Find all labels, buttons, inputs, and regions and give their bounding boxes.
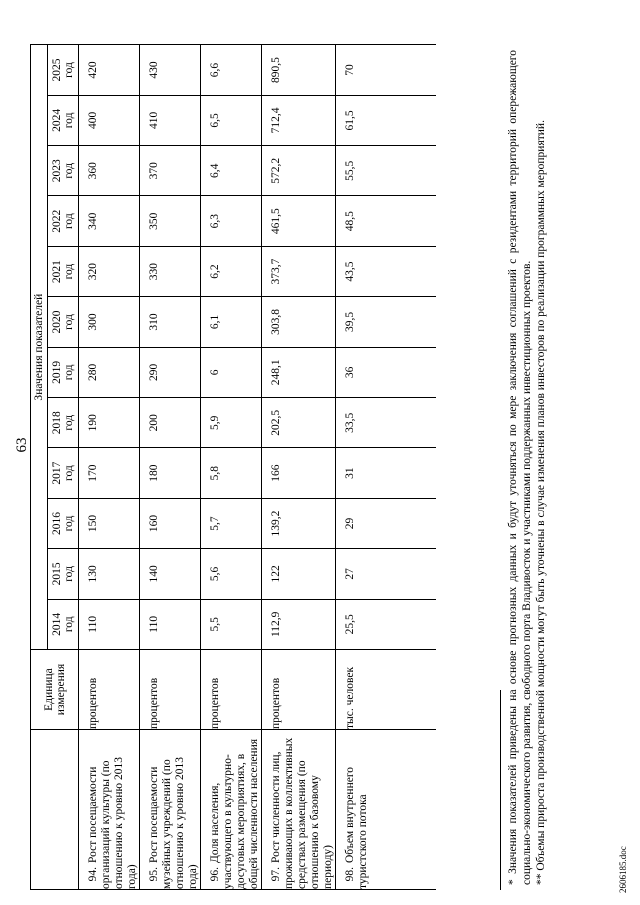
- year-suffix: год: [63, 414, 75, 431]
- value-cell: 31: [336, 448, 437, 498]
- value-cell: 5,5: [201, 599, 262, 649]
- year-header: [48, 45, 79, 95]
- value-cell: 170: [79, 448, 140, 498]
- value-cell: 55,5: [336, 146, 437, 196]
- unit-cell: процентов: [201, 650, 262, 730]
- year-suffix: год: [63, 112, 75, 129]
- value-cell: 200: [140, 398, 201, 448]
- year-suffix: год: [63, 62, 75, 78]
- value-cell: 180: [140, 448, 201, 498]
- footnote-rule: [500, 690, 501, 890]
- indicator-label: Объем внутреннего туристского потока: [344, 766, 369, 889]
- header-label-cell: [31, 730, 79, 890]
- indicator-label: Рост посещаемости музейных учреждений (по отношению к уровню 2013 года): [148, 756, 199, 889]
- row-number: 98.: [344, 867, 356, 882]
- value-cell: 39,5: [336, 297, 437, 347]
- row-number: 94.: [87, 867, 99, 882]
- value-cell: 340: [79, 196, 140, 246]
- value-cell: 370: [140, 146, 201, 196]
- value-cell: 350: [140, 196, 201, 246]
- year-number: 2016: [51, 512, 63, 536]
- value-cell: 166: [262, 448, 336, 498]
- year-suffix: год: [63, 162, 75, 179]
- year-suffix: год: [63, 566, 75, 582]
- value-cell: 190: [79, 398, 140, 448]
- value-cell: 27: [336, 549, 437, 599]
- value-cell: 5,8: [201, 448, 262, 498]
- table-row: [262, 45, 336, 890]
- document-code: 2606185.doc: [618, 846, 628, 893]
- indicator-cell: [201, 730, 262, 890]
- value-cell: 410: [140, 95, 201, 145]
- year-suffix: год: [63, 616, 75, 633]
- table-body: [79, 45, 437, 890]
- value-cell: 300: [79, 297, 140, 347]
- year-header: [48, 398, 79, 448]
- value-cell: 360: [79, 146, 140, 196]
- year-header: [48, 549, 79, 599]
- indicator-cell: [140, 730, 201, 890]
- value-cell: 572,2: [262, 146, 336, 196]
- value-cell: 280: [79, 347, 140, 397]
- value-cell: 420: [79, 45, 140, 95]
- indicator-label: Доля населения, участвующего в культурно-досуговых мероприятиях, в общей численности населения: [209, 738, 260, 889]
- value-cell: 310: [140, 297, 201, 347]
- footnote: * Значения показателей приведены на основе прогнозных данных и будут уточняться по мере заключения соглашений с резидентами территорий опережающего социально-экономического развития, свободного порта Владивосток и участниками поддержанных инвестиционных проектов.: [507, 50, 533, 885]
- row-number: 96.: [209, 867, 221, 882]
- year-header: [48, 246, 79, 296]
- table-row: [336, 45, 437, 890]
- value-cell: 29: [336, 498, 437, 548]
- year-header: [48, 95, 79, 145]
- value-cell: 43,5: [336, 246, 437, 296]
- year-header: [48, 297, 79, 347]
- year-number: 2020: [51, 310, 63, 334]
- table-row: [79, 45, 140, 890]
- year-number: 2015: [51, 562, 63, 586]
- indicator-label: Рост посещаемости организаций культуры (по отношению к уровню 2013 года): [87, 756, 138, 889]
- year-suffix: год: [63, 515, 75, 532]
- indicators-table: [30, 44, 436, 890]
- value-cell: 400: [79, 95, 140, 145]
- value-cell: 5,7: [201, 498, 262, 548]
- unit-cell: процентов: [79, 650, 140, 730]
- value-cell: 430: [140, 45, 201, 95]
- value-cell: 25,5: [336, 599, 437, 649]
- unit-cell: процентов: [262, 650, 336, 730]
- value-cell: 5,9: [201, 398, 262, 448]
- year-header: [48, 196, 79, 246]
- value-cell: 330: [140, 246, 201, 296]
- unit-cell: процентов: [140, 650, 201, 730]
- value-cell: 48,5: [336, 196, 437, 246]
- year-suffix: год: [63, 465, 75, 481]
- value-cell: 202,5: [262, 398, 336, 448]
- year-number: 2022: [51, 209, 63, 233]
- value-cell: 6,5: [201, 95, 262, 145]
- value-cell: 5,6: [201, 549, 262, 599]
- table-row: [140, 45, 201, 890]
- value-cell: 6,2: [201, 246, 262, 296]
- row-number: 95.: [148, 867, 160, 882]
- indicator-label: Рост численности лиц, проживающих в коллективных средствах размещения (по отношению к базовому периоду): [270, 737, 334, 889]
- year-number: 2024: [51, 108, 63, 132]
- value-cell: 140: [140, 549, 201, 599]
- value-cell: 139,2: [262, 498, 336, 548]
- year-number: 2017: [51, 461, 63, 485]
- header-row-top: [31, 45, 48, 890]
- value-cell: 320: [79, 246, 140, 296]
- year-header: [48, 448, 79, 498]
- value-cell: 6: [201, 347, 262, 397]
- year-header: [48, 347, 79, 397]
- value-cell: 461,5: [262, 196, 336, 246]
- unit-cell: тыс. человек: [336, 650, 437, 730]
- value-cell: 6,6: [201, 45, 262, 95]
- indicator-cell: [336, 730, 437, 890]
- year-number: 2018: [51, 411, 63, 435]
- value-cell: 36: [336, 347, 437, 397]
- page-number: 63: [14, 437, 30, 453]
- value-cell: 130: [79, 549, 140, 599]
- year-suffix: год: [63, 314, 75, 330]
- footnote: ** Объемы прироста производственной мощности могут быть уточнены в случае изменения планов инвесторов по реализации программных мероприятий.: [535, 120, 547, 885]
- header-unit-cell: Единица измерения: [31, 650, 79, 730]
- value-cell: 112,9: [262, 599, 336, 649]
- year-header: [48, 498, 79, 548]
- value-cell: 61,5: [336, 95, 437, 145]
- value-cell: 70: [336, 45, 437, 95]
- indicator-cell: [262, 730, 336, 890]
- table-row: [201, 45, 262, 890]
- year-number: 2023: [51, 159, 63, 183]
- value-cell: 150: [79, 498, 140, 548]
- header-values-cell: Значения показателей: [31, 45, 48, 650]
- value-cell: 122: [262, 549, 336, 599]
- year-header: [48, 599, 79, 649]
- year-number: 2019: [51, 360, 63, 384]
- year-number: 2021: [51, 260, 63, 284]
- row-number: 97.: [270, 867, 282, 882]
- value-cell: 33,5: [336, 398, 437, 448]
- year-number: 2014: [51, 612, 63, 636]
- value-cell: 712,4: [262, 95, 336, 145]
- year-suffix: год: [63, 364, 75, 381]
- value-cell: 890,5: [262, 45, 336, 95]
- indicator-cell: [79, 730, 140, 890]
- year-number: 2025: [51, 58, 63, 82]
- year-suffix: год: [63, 213, 75, 230]
- value-cell: 290: [140, 347, 201, 397]
- value-cell: 303,8: [262, 297, 336, 347]
- value-cell: 6,1: [201, 297, 262, 347]
- year-header: [48, 146, 79, 196]
- value-cell: 373,7: [262, 246, 336, 296]
- value-cell: 248,1: [262, 347, 336, 397]
- value-cell: 110: [79, 599, 140, 649]
- footnotes: [506, 50, 548, 885]
- value-cell: 6,4: [201, 146, 262, 196]
- value-cell: 160: [140, 498, 201, 548]
- year-suffix: год: [63, 263, 75, 280]
- value-cell: 6,3: [201, 196, 262, 246]
- value-cell: 110: [140, 599, 201, 649]
